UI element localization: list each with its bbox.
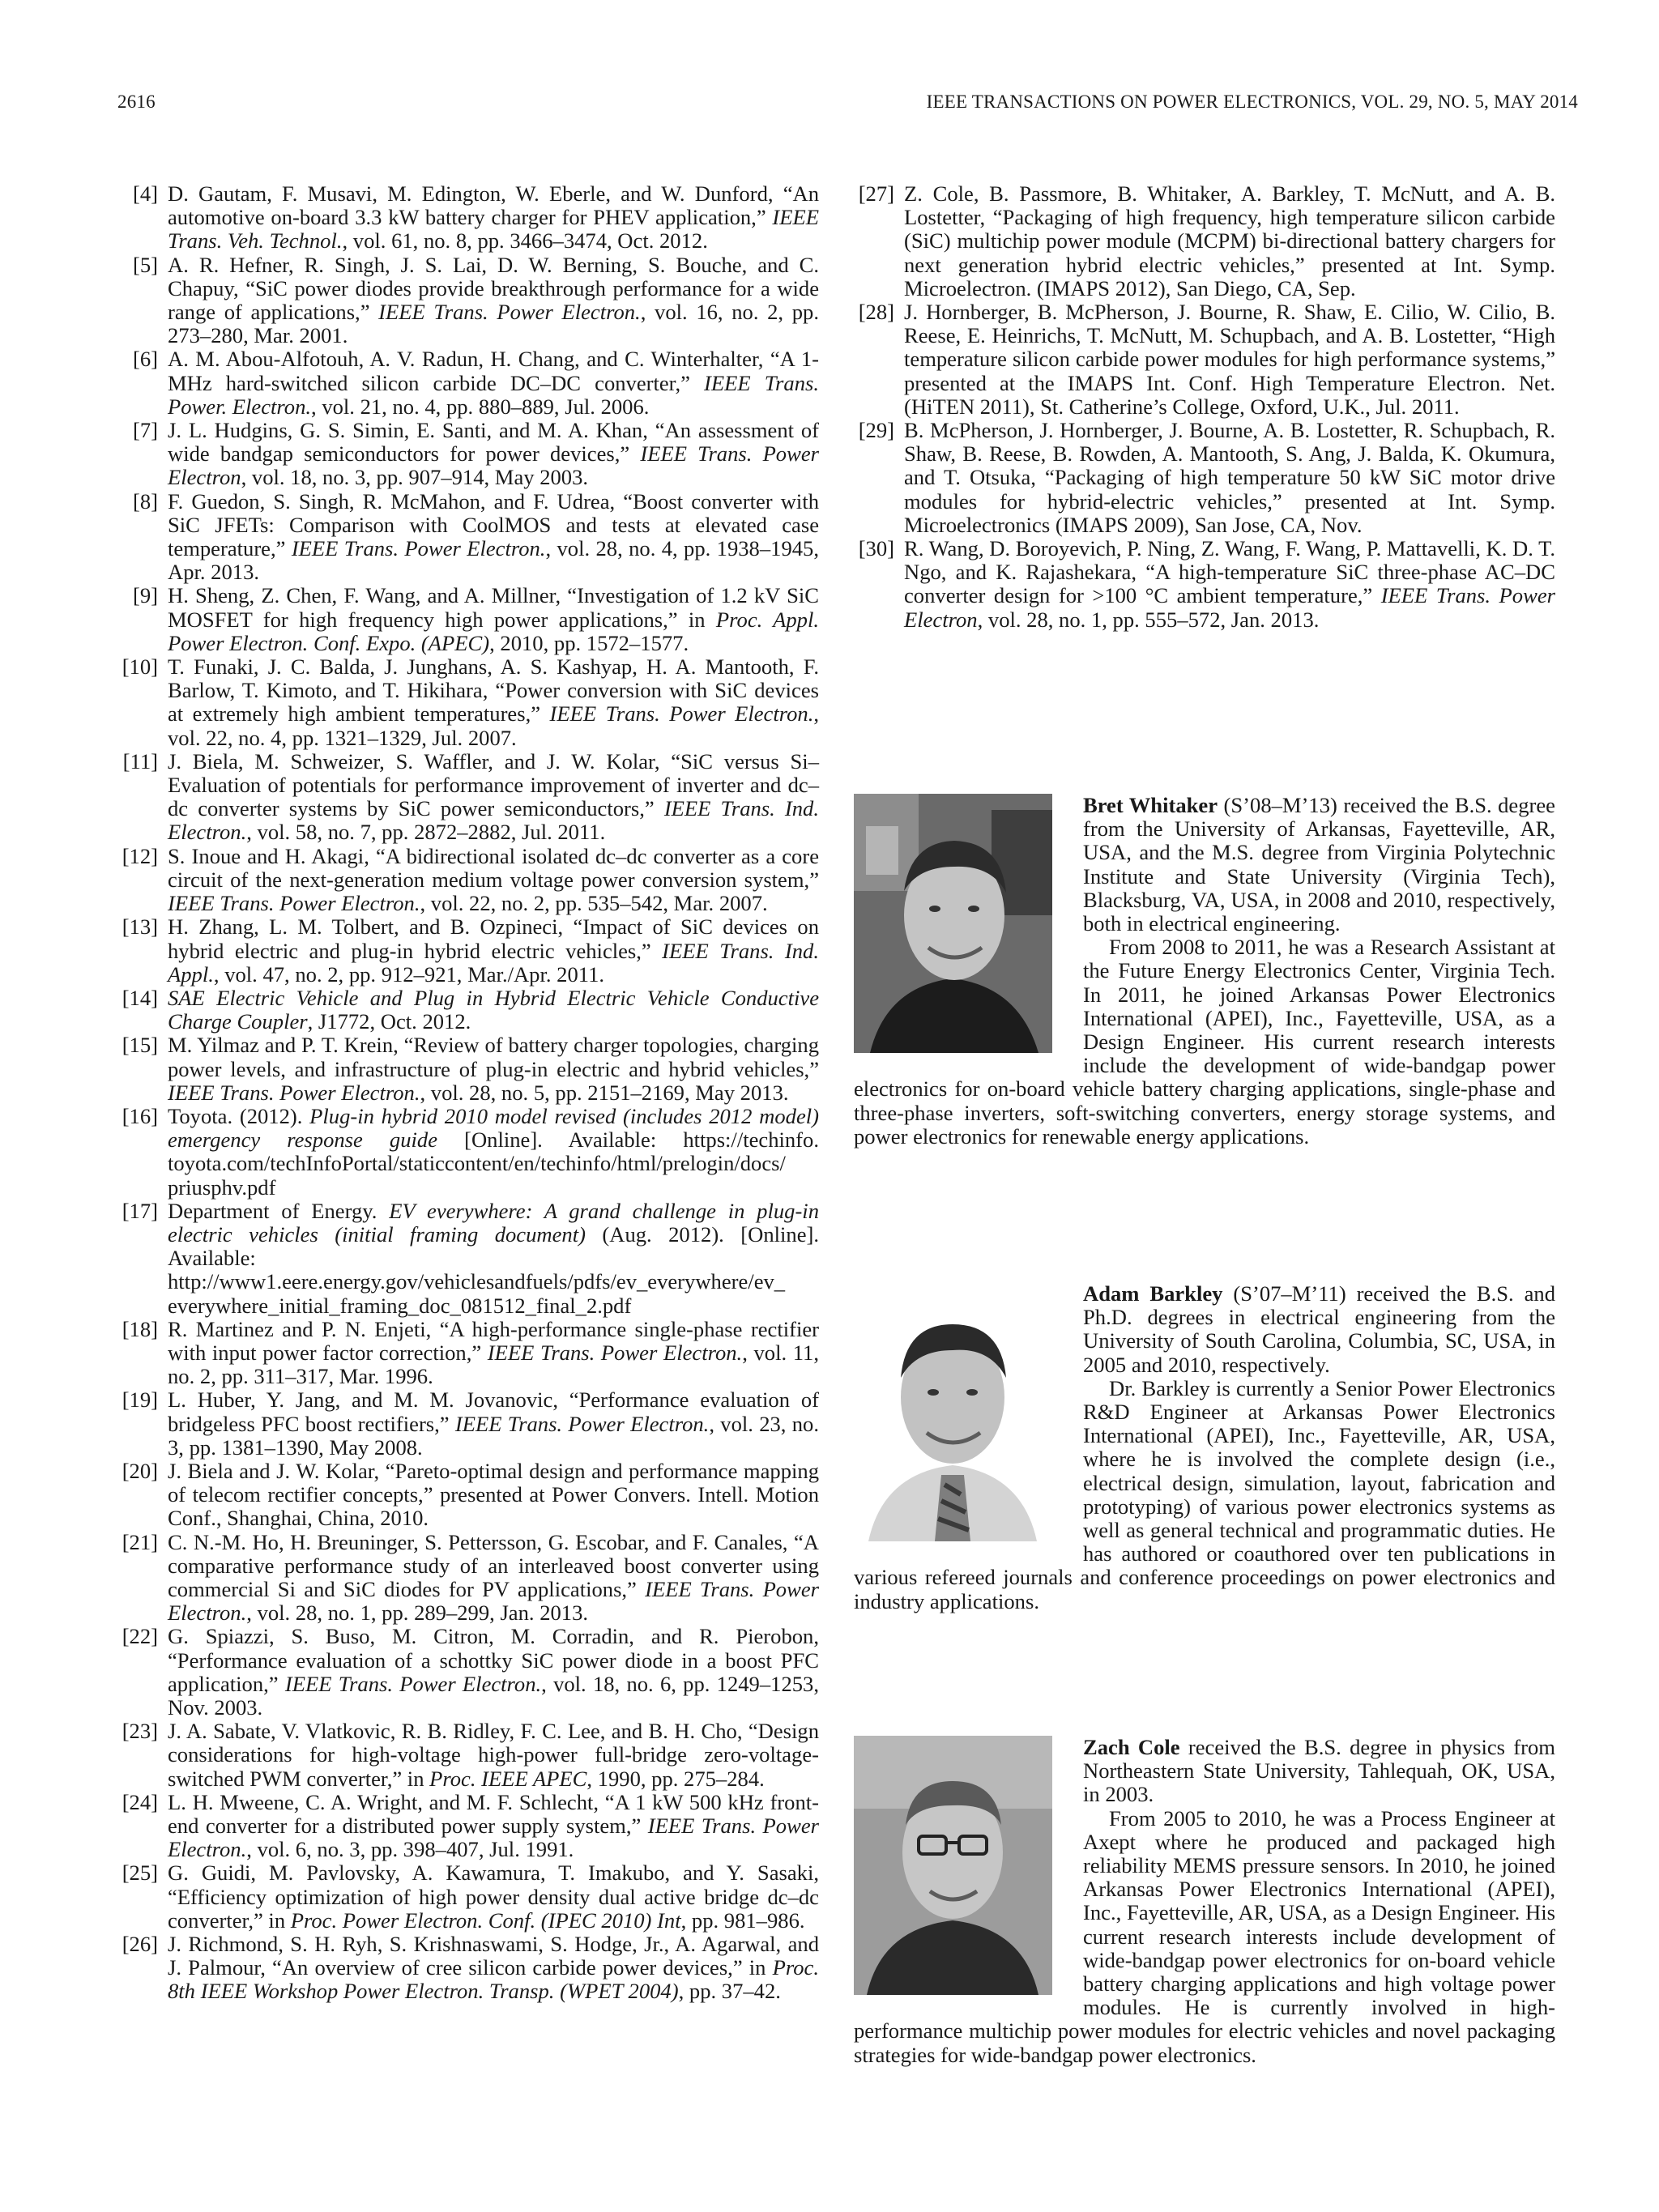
biography-barkley [854, 1282, 1555, 1613]
reference-number: [6] [132, 347, 158, 372]
reference-entry [117, 1625, 819, 1720]
reference-text: Department of Energy. [168, 1198, 390, 1223]
reference-text: Z. Cole, B. Passmore, B. Whitaker, A. Barkley, T. McNutt, and A. B. Lostetter, “Packaging of high frequency, high temperature silicon carbide (SiC) multichip power module (MCPM) bi-directional battery chargers for next generation hybrid electric vehicles,” presented at Int. Symp. Microelectron. (IMAPS 2012), San Diego, CA, Sep. [904, 181, 1555, 300]
reference-text: , 2010, pp. 1572–1577. [489, 630, 689, 655]
reference-entry [117, 1861, 819, 1933]
reference-text: [Online]. Available: https://techinfo. toyota.com/techInfoPortal/staticcontent/en/techinfo/html/prelogin/docs/ priusphv.pdf [168, 1127, 819, 1200]
reference-number: [5] [132, 252, 158, 277]
reference-entry [117, 750, 819, 845]
reference-text: A. M. Abou-Alfotouh, A. V. Radun, H. Chang, and C. Winterhalter, “A 1-MHz hard-switched silicon carbide DC–DC converter,” [168, 347, 819, 395]
reference-number: [4] [132, 181, 158, 206]
reference-italic-text: Proc. 8th IEEE Workshop Power Electron. Transp. (WPET 2004) [168, 1955, 819, 2004]
biography-cole [854, 1736, 1555, 2067]
reference-number: [17] [122, 1198, 158, 1223]
reference-number: [30] [858, 536, 894, 561]
reference-number: [10] [122, 654, 158, 680]
reference-text: , vol. 16, no. 2, pp. 273–280, Mar. 2001. [168, 300, 819, 348]
reference-text: , pp. 37–42. [678, 1979, 781, 2004]
reference-entry [117, 1460, 819, 1531]
reference-italic-text: IEEE Trans. Power Electron [904, 583, 1555, 632]
journal-title: IEEE TRANSACTIONS ON POWER ELECTRONICS, VOL. 29, NO. 5, MAY 2014 [926, 92, 1578, 112]
author-photo-barkley [854, 1282, 1052, 1541]
reference-text: A. R. Hefner, R. Singh, J. S. Lai, D. W. Berning, S. Bouche, and C. Chapuy, “SiC power diodes provide breakthrough performance for a wide range of applications,” [168, 252, 819, 325]
reference-text: , vol. 28, no. 5, pp. 2151–2169, May 2013. [420, 1080, 789, 1105]
reference-number: [11] [122, 748, 158, 774]
reference-number: [8] [132, 488, 158, 514]
reference-entry [117, 347, 819, 419]
reference-text: , vol. 21, no. 4, pp. 880–889, Jul. 2006. [311, 394, 650, 419]
reference-entry [117, 1720, 819, 1791]
reference-text: M. Yilmaz and P. T. Krein, “Review of battery charger topologies, charging power levels, and infrastructure of plug-in electric and hybrid vehicles,” [168, 1033, 819, 1081]
reference-number: [28] [858, 300, 894, 325]
reference-number: [12] [122, 843, 158, 868]
reference-italic-text: Proc. Appl. Power Electron. Conf. Expo. (APEC) [168, 607, 819, 655]
reference-number: [7] [132, 418, 158, 443]
reference-text: J. Hornberger, B. McPherson, J. Bourne, R. Shaw, E. Cilio, W. Cilio, B. Reese, E. Heinrichs, T. McNutt, M. Schupbach, and A. B. Lostetter, “High temperature silicon carbide power modules for high performance systems,” presented at the IMAPS Int. Conf. High Temperature Electron. Net. (HiTEN 2011), St. Catherine’s College, Oxford, U.K., Jul. 2011. [904, 300, 1555, 419]
reference-entry [854, 537, 1555, 632]
reference-text: , vol. 28, no. 1, pp. 289–299, Jan. 2013. [246, 1600, 589, 1626]
reference-number: [27] [858, 181, 894, 206]
reference-number: [15] [122, 1033, 158, 1058]
reference-text: R. Martinez and P. N. Enjeti, “A high-performance single-phase rectifier with input power factor correction,” [168, 1316, 819, 1365]
reference-number: [26] [122, 1932, 158, 1957]
reference-entry [117, 1531, 819, 1626]
reference-number: [22] [122, 1624, 158, 1649]
reference-entry [117, 845, 819, 916]
biography-cole-p2: From 2005 to 2010, he was a Process Engineer at Axept where he produced and packaged high reliability MEMS pressure sensors. In 2010, he joined Arkansas Power Electronics International (APEI), Inc., Fayetteville, AR, USA, as a Design Engineer. His current research interests include development of wide-bandgap power electronics for on-board vehicle battery charging applications and high voltage power modules. He is currently involved in high-performance multichip power modules for electric vehicles and novel packaging strategies for wide-bandgap power electronics. [854, 1805, 1555, 2067]
running-header [117, 92, 1578, 117]
biography-whitaker-p2: From 2008 to 2011, he was a Research Assistant at the Future Energy Electronics Center, Virginia Tech. In 2011, he joined Arkansas Power Electronics International (APEI), Inc., Fayetteville, USA, as a Design Engineer. His current research interests include the development of wide-bandgap power electronics for on-board vehicle battery charging applications, single-phase and three-phase inverters, soft-switching converters, energy storage systems, and power electronics for renewable energy applications. [854, 935, 1555, 1149]
reference-number: [23] [122, 1719, 158, 1744]
reference-entry [854, 419, 1555, 537]
page-number: 2616 [117, 92, 156, 112]
references-right-column [854, 182, 1555, 632]
reference-text: C. N.-M. Ho, H. Breuninger, S. Pettersson, G. Escobar, and F. Canales, “A comparative performance study of an interleaved boost converter using commercial Si and SiC diodes for PV applications,” [168, 1529, 819, 1601]
reference-number: [24] [122, 1789, 158, 1814]
reference-text: , vol. 28, no. 4, pp. 1938–1945, Apr. 2013. [168, 536, 819, 585]
reference-text: J. Biela, M. Schweizer, S. Waffler, and J. W. Kolar, “SiC versus Si–Evaluation of potentials for performance improvement of inverter and dc–dc converter systems by SiC power semiconductors,” [168, 748, 819, 821]
reference-text: , vol. 47, no. 2, pp. 912–921, Mar./Apr. 2011. [213, 961, 605, 987]
reference-text: L. Huber, Y. Jang, and M. M. Jovanovic, “Performance evaluation of bridgeless PFC boost rectifiers,” [168, 1387, 819, 1436]
reference-text: , pp. 981–986. [680, 1907, 805, 1933]
reference-number: [29] [858, 418, 894, 443]
reference-text: , vol. 18, no. 6, pp. 1249–1253, Nov. 2003. [168, 1671, 819, 1720]
reference-italic-text: IEEE Trans. Power Electron. [549, 701, 814, 727]
reference-entry [117, 915, 819, 987]
reference-italic-text: IEEE Trans. Power Electron. [168, 1080, 420, 1105]
reference-entry [117, 1105, 819, 1200]
reference-number: [21] [122, 1529, 158, 1554]
reference-entry [117, 1200, 819, 1318]
reference-number: [19] [122, 1387, 158, 1413]
reference-italic-text: IEEE Trans. Power Electron. [378, 300, 641, 325]
reference-text: L. H. Mweene, C. A. Wright, and M. F. Schlecht, “A 1 kW 500 kHz front-end converter for a distributed power supply system,” [168, 1789, 819, 1839]
reference-text: , vol. 61, no. 8, pp. 3466–3474, Oct. 2012. [342, 228, 708, 254]
reference-text: , vol. 28, no. 1, pp. 555–572, Jan. 2013. [977, 607, 1320, 632]
reference-text: R. Wang, D. Boroyevich, P. Ning, Z. Wang, F. Wang, P. Mattavelli, K. D. T. Ngo, and K. Rajashekara, “A high-temperature SiC three-phase AC–DC converter design for >100 °C ambient temperature,” [904, 536, 1555, 608]
reference-italic-text: IEEE Trans. Power Electron. [487, 1340, 743, 1365]
biography-barkley-p2: Dr. Barkley is currently a Senior Power Electronics R&D Engineer at Arkansas Power Electronics International (APEI), Inc., Fayetteville, AR, USA, where he is involved the complete design (i.e., electrical design, simulation, layout, fabrication and prototyping) of various power electronics systems as well as general technical and programmatic duties. He has authored or coauthored over ten publications in various refereed journals and conference proceedings on power electronics and industry applications. [854, 1375, 1555, 1613]
reference-italic-text: Plug-in hybrid 2010 model revised (includes 2012 model) emergency response guide [168, 1103, 819, 1153]
reference-text: Toyota. (2012). [168, 1103, 310, 1128]
reference-text: , vol. 58, no. 7, pp. 2872–2882, Jul. 2011. [246, 820, 606, 845]
reference-entry [117, 419, 819, 490]
reference-text: D. Gautam, F. Musavi, M. Edington, W. Eberle, and W. Dunford, “An automotive on-board 3.3 kW battery charger for PHEV application,” [168, 181, 819, 230]
reference-text: H. Sheng, Z. Chen, F. Wang, and A. Millner, “Investigation of 1.2 kV SiC MOSFET for high frequency high power applications,” in [168, 583, 819, 632]
reference-italic-text: IEEE Trans. Ind. Appl. [168, 938, 819, 987]
reference-text: , vol. 6, no. 3, pp. 398–407, Jul. 1991. [246, 1837, 574, 1862]
reference-number: [25] [122, 1860, 158, 1886]
reference-text: , J1772, Oct. 2012. [307, 1009, 471, 1034]
reference-italic-text: EV everywhere: A grand challenge in plug-in electric vehicles (initial framing document) [168, 1198, 819, 1247]
reference-italic-text: IEEE Trans. Power Electron. [291, 536, 546, 561]
reference-text: G. Guidi, M. Pavlovsky, A. Kawamura, T. Imakubo, and Y. Sasaki, “Efficiency optimization of high power density dual active bridge dc–dc converter,” in [168, 1860, 819, 1933]
reference-text: H. Zhang, L. M. Tolbert, and B. Ozpineci, “Impact of SiC devices on hybrid electric and plug-in hybrid electric vehicles,” [168, 914, 819, 963]
reference-text: , vol. 22, no. 4, pp. 1321–1329, Jul. 2007. [168, 701, 820, 750]
reference-entry [117, 1933, 819, 2004]
reference-entry [854, 300, 1555, 419]
biography-whitaker-p1: (S’08–M’13) received the B.S. degree from the University of Arkansas, Fayetteville, AR, USA, and the M.S. degree from Virginia Polytechnic Institute and State University (Virginia Tech), Blacksburg, VA, USA, in 2008 and 2010, respectively, both in electrical engineering. [1083, 793, 1555, 936]
reference-entry [117, 1791, 819, 1862]
reference-text: J. Biela and J. W. Kolar, “Pareto-optimal design and performance mapping of telecom rectifier concepts,” presented at Power Convers. Intell. Motion Conf., Shanghai, China, 2010. [168, 1458, 819, 1531]
reference-italic-text: IEEE Trans. Power Electron. [168, 1576, 819, 1626]
reference-entry [117, 1318, 819, 1389]
reference-entry [117, 254, 819, 348]
references-left-column [117, 182, 819, 2004]
reference-entry [117, 1388, 819, 1460]
reference-text: , vol. 23, no. 3, pp. 1381–1390, May 2008. [168, 1411, 819, 1460]
reference-number: [18] [122, 1316, 158, 1341]
reference-italic-text: Proc. Power Electron. Conf. (IPEC 2010) Int [290, 1907, 681, 1933]
reference-number: [9] [132, 583, 158, 608]
biography-barkley-p1: (S’07–M’11) received the B.S. and Ph.D. degrees in electrical engineering from the University of South Carolina, Columbia, SC, USA, in 2005 and 2010, respectively. [1083, 1281, 1555, 1377]
reference-text: , 1990, pp. 275–284. [586, 1766, 765, 1791]
reference-number: [16] [122, 1103, 158, 1128]
author-photo-whitaker [854, 794, 1052, 1053]
reference-number: [20] [122, 1458, 158, 1483]
reference-number: [13] [122, 914, 158, 940]
reference-italic-text: IEEE Trans. Power Electron [168, 441, 819, 490]
reference-italic-text: IEEE Trans. Power Electron. [168, 1813, 819, 1862]
reference-italic-text: SAE Electric Vehicle and Plug in Hybrid Electric Vehicle Conductive Charge Coupler [168, 985, 819, 1034]
reference-text: J. L. Hudgins, G. S. Simin, E. Santi, and M. A. Khan, “An assessment of wide bandgap semiconductors for power devices,” [168, 418, 819, 467]
reference-text: (Aug. 2012). [Online]. Available: http://www1.eere.energy.gov/vehiclesandfuels/pdfs/ev_everywhere/ev_ everywhere_initial_framing_doc_081512_final_2.pdf [168, 1221, 819, 1318]
author-photo-cole [854, 1736, 1052, 1995]
reference-text: , vol. 11, no. 2, pp. 311–317, Mar. 1996. [168, 1340, 819, 1389]
reference-entry [854, 182, 1555, 300]
biography-cole-p1: received the B.S. degree in physics from Northeastern State University, Tahlequah, OK, USA, in 2003. [1083, 1735, 1555, 1807]
reference-italic-text: IEEE Trans. Power Electron. [284, 1671, 542, 1696]
author-name-cole: Zach Cole [1083, 1735, 1180, 1759]
reference-italic-text: IEEE Trans. Ind. Electron. [168, 796, 819, 845]
reference-text: , vol. 18, no. 3, pp. 907–914, May 2003. [241, 465, 589, 490]
reference-text: F. Guedon, S. Singh, R. McMahon, and F. Udrea, “Boost converter with SiC JFETs: Comparison with CoolMOS and tests at elevated case temperature,” [168, 488, 819, 561]
reference-entry [117, 655, 819, 750]
reference-italic-text: Proc. IEEE APEC [429, 1766, 587, 1791]
reference-italic-text: IEEE Trans. Power Electron. [454, 1411, 710, 1436]
reference-text: , vol. 22, no. 2, pp. 535–542, Mar. 2007. [420, 891, 768, 916]
reference-text: T. Funaki, J. C. Balda, J. Junghans, A. S. Kashyap, H. A. Mantooth, F. Barlow, T. Kimoto, and T. Hikihara, “Power conversion with SiC devices at extremely high ambient temperatures,” [168, 654, 819, 727]
reference-italic-text: IEEE Trans. Veh. Technol. [168, 205, 819, 254]
reference-entry [117, 987, 819, 1034]
reference-italic-text: IEEE Trans. Power. Electron. [168, 370, 819, 419]
reference-entry [117, 182, 819, 254]
reference-text: S. Inoue and H. Akagi, “A bidirectional isolated dc–dc converter as a core circuit of the next-generation medium voltage power conversion system,” [168, 843, 819, 892]
author-name-whitaker: Bret Whitaker [1083, 793, 1218, 817]
reference-text: B. McPherson, J. Hornberger, J. Bourne, A. B. Lostetter, R. Schupbach, R. Shaw, B. Reese, B. Rowden, A. Mantooth, S. Ang, J. Balda, K. Okumura, and T. Otsuka, “Packaging of high temperature 50 kW SiC motor drive modules for hybrid-electric vehicles,” presented at Int. Symp. Microelectronics (IMAPS 2009), San Jose, CA, Nov. [904, 418, 1555, 537]
biography-whitaker [854, 794, 1555, 1149]
reference-text: J. Richmond, S. H. Ryh, S. Krishnaswami, S. Hodge, Jr., A. Agarwal, and J. Palmour, “An overview of cree silicon carbide power devices,” in [168, 1932, 819, 1980]
reference-text: G. Spiazzi, S. Buso, M. Citron, M. Corradin, and R. Pierobon, “Performance evaluation of a schottky SiC power diode in a boost PFC application,” [168, 1624, 819, 1696]
reference-italic-text: IEEE Trans. Power Electron. [168, 891, 420, 916]
reference-number: [14] [122, 985, 158, 1010]
reference-text: J. A. Sabate, V. Vlatkovic, R. B. Ridley, F. C. Lee, and B. H. Cho, “Design considerations for high-voltage high-power full-bridge zero-voltage-switched PWM converter,” in [168, 1719, 819, 1791]
reference-entry [117, 584, 819, 655]
author-name-barkley: Adam Barkley [1083, 1281, 1223, 1306]
reference-entry [117, 490, 819, 585]
reference-entry [117, 1034, 819, 1105]
